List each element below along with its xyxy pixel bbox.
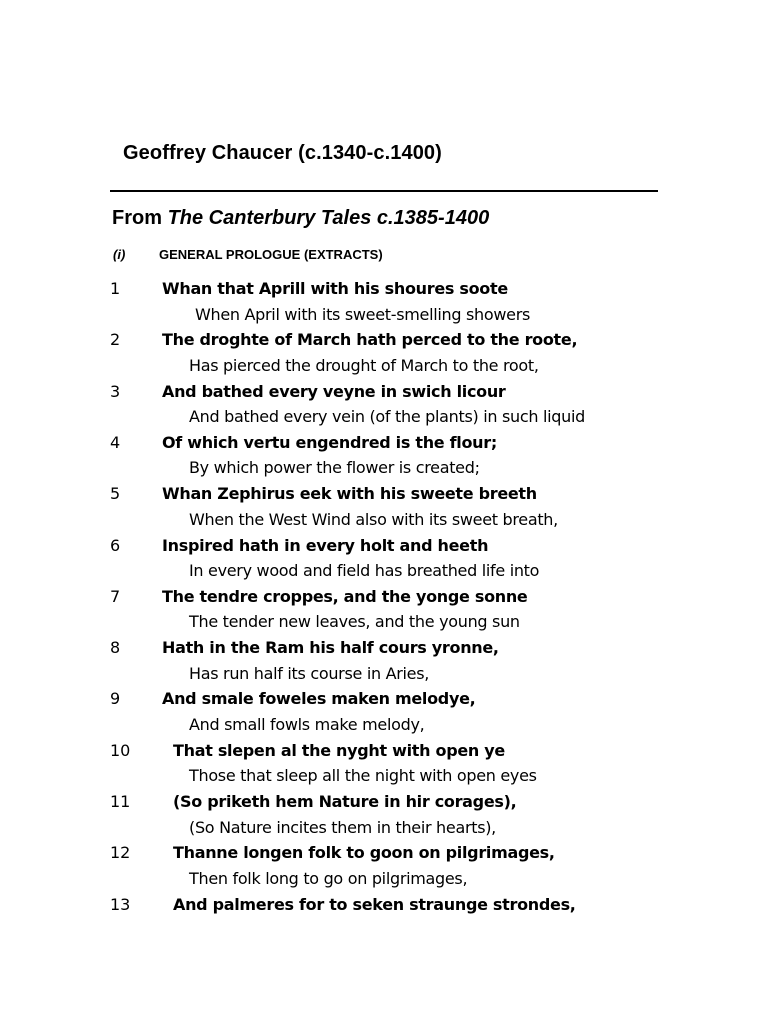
section-title: GENERAL PROLOGUE (EXTRACTS) (159, 247, 383, 262)
translation-line: When the West Wind also with its sweet breath, (189, 509, 558, 529)
translation-line: By which power the flower is created; (189, 458, 480, 478)
line-number: 9 (110, 689, 121, 709)
translation-line: Those that sleep all the night with open eyes (189, 766, 537, 786)
line-number: 3 (110, 381, 121, 401)
line-number: 5 (110, 484, 121, 504)
line-number: 12 (110, 843, 131, 863)
original-line: Inspired hath in every holt and heeth (162, 535, 489, 555)
section-number: (i) (113, 247, 126, 262)
translation-line: And small fowls make melody, (189, 714, 425, 734)
line-number: 6 (110, 535, 121, 555)
translation-line: Then folk long to go on pilgrimages, (189, 868, 468, 888)
line-number: 10 (110, 740, 131, 760)
original-line: And bathed every veyne in swich licour (162, 381, 506, 401)
original-line: Of which vertu engendred is the flour; (162, 432, 497, 452)
line-number: 2 (110, 330, 121, 350)
heading-divider (110, 190, 658, 192)
line-number: 4 (110, 432, 121, 452)
line-number: 1 (110, 279, 121, 298)
original-line: (So priketh hem Nature in hir corages), (173, 792, 517, 811)
work-title (112, 207, 489, 230)
original-line: Whan Zephirus eek with his sweete breeth (162, 484, 537, 504)
original-line: Thanne longen folk to goon on pilgrimages, (173, 843, 555, 863)
line-number: 7 (110, 586, 121, 606)
line-number: 8 (110, 638, 121, 658)
translation-line: Has run half its course in Aries, (189, 663, 430, 683)
author-heading: Geoffrey Chaucer (c.1340-c.1400) (123, 142, 442, 164)
translation-line: When April with its sweet-smelling showers (195, 304, 531, 324)
original-line: That slepen al the nyght with open ye (173, 740, 505, 760)
original-line: Hath in the Ram his half cours yronne, (162, 638, 499, 658)
work-title-italic: The Canterbury Tales c.1385-1400 (167, 207, 490, 229)
translation-line: The tender new leaves, and the young sun (189, 612, 520, 632)
translation-line: And bathed every vein (of the plants) in such liquid (189, 407, 586, 427)
original-line: The droghte of March hath perced to the roote, (162, 330, 578, 350)
original-line: Whan that Aprill with his shoures soote (162, 279, 508, 298)
line-number: 13 (110, 894, 131, 914)
translation-line: In every wood and field has breathed life into (189, 561, 540, 580)
original-line: And palmeres for to seken straunge strondes, (173, 894, 576, 914)
translation-line: (So Nature incites them in their hearts), (189, 817, 496, 837)
original-line: The tendre croppes, and the yonge sonne (162, 586, 528, 606)
from-prefix: From (112, 207, 168, 229)
translation-line: Has pierced the drought of March to the root, (189, 355, 539, 375)
original-line: And smale foweles maken melodye, (162, 689, 476, 709)
line-number: 11 (110, 792, 131, 811)
